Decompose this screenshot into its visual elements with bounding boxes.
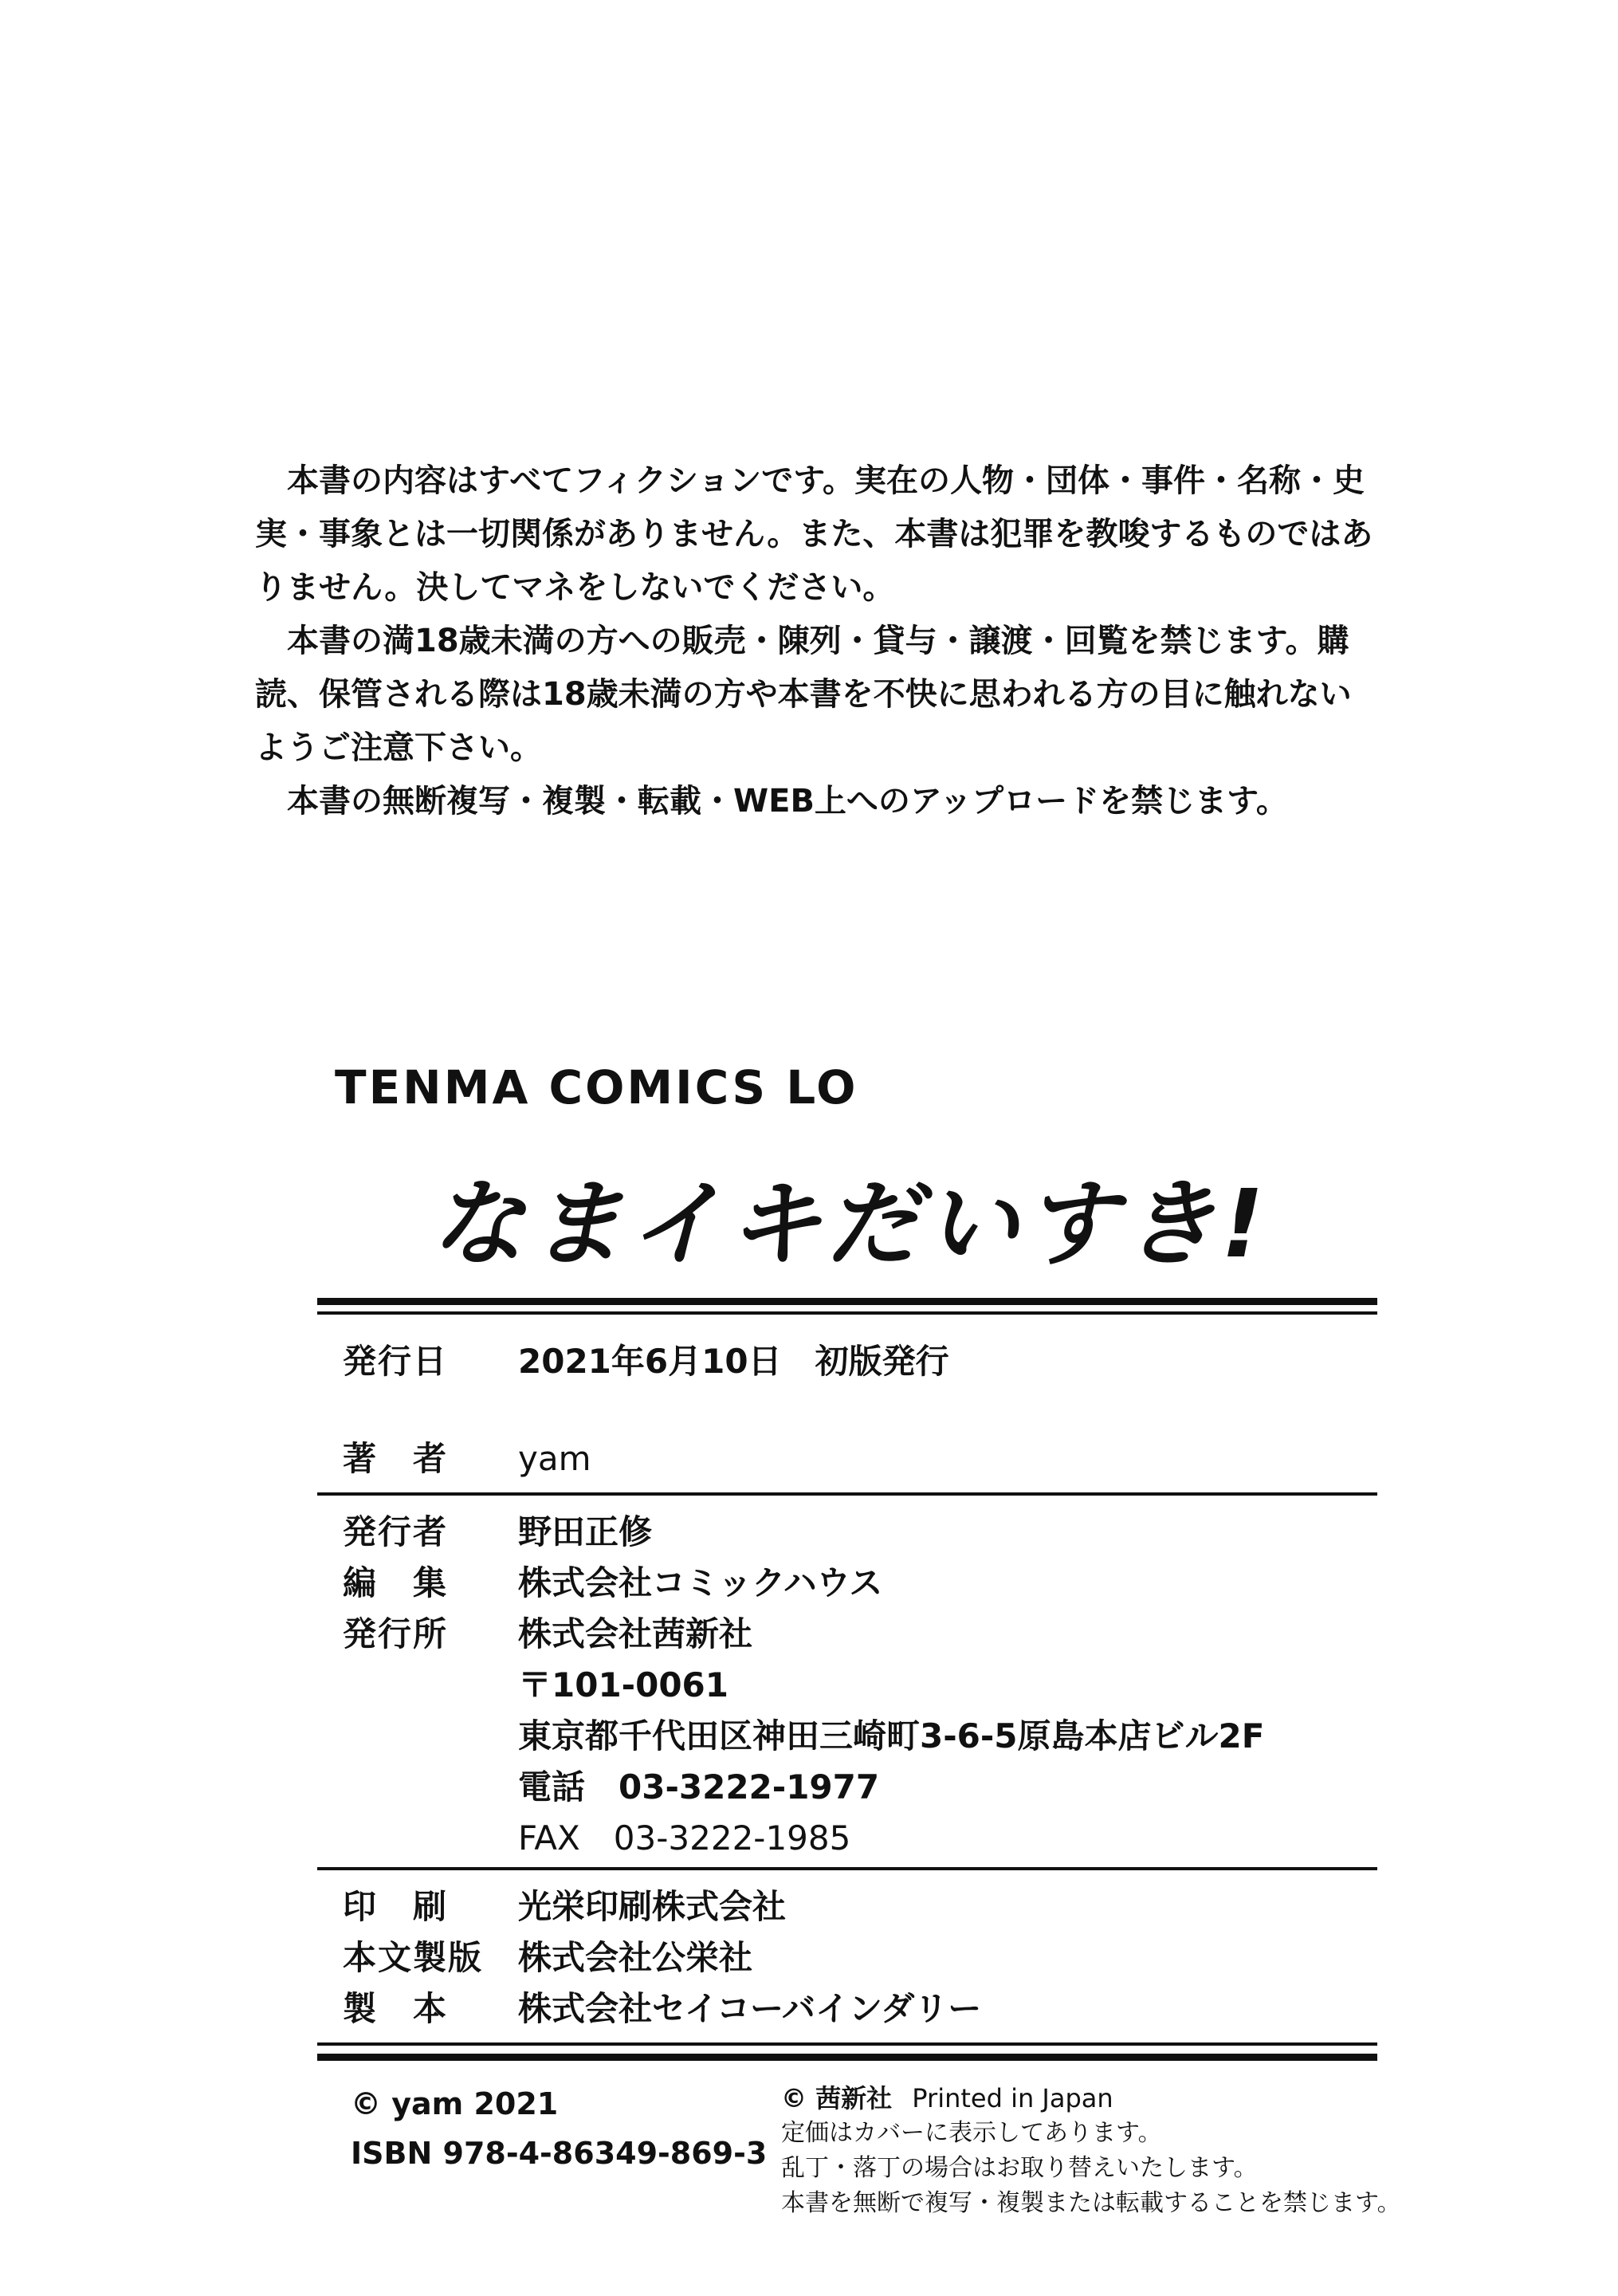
printed-in: Printed in Japan bbox=[912, 2083, 1113, 2113]
footer-note-1: 定価はカバーに表示してあります。 bbox=[781, 2119, 1162, 2147]
top-rule-2 bbox=[317, 1311, 1377, 1315]
bottom-rule-2 bbox=[317, 2054, 1377, 2061]
publisher-copyright-line bbox=[781, 2081, 1401, 2116]
fax: FAX 03-3222-1985 bbox=[518, 1818, 851, 1858]
copyright: © yam 2021 bbox=[351, 2086, 559, 2121]
footer-left bbox=[351, 2079, 767, 2178]
office-label: 発行所 bbox=[343, 1614, 449, 1653]
notice-paragraph-3: 本書の無断複写・複製・転載・WEB上へのアップロードを禁じます。 bbox=[287, 783, 1288, 820]
print-value: 光栄印刷株式会社 bbox=[518, 1887, 787, 1926]
plate-value: 株式会社公栄社 bbox=[518, 1938, 753, 1977]
plate-label: 本文製版 bbox=[343, 1938, 484, 1977]
postal-code: 〒101-0061 bbox=[518, 1665, 728, 1704]
office-value: 株式会社茜新社 bbox=[518, 1614, 753, 1653]
author-value: yam bbox=[518, 1439, 591, 1478]
plate-row bbox=[343, 1934, 752, 1982]
release-label: 発行日 bbox=[343, 1342, 449, 1381]
author-label: 著 者 bbox=[343, 1439, 449, 1478]
footer-note-2: 乱丁・落丁の場合はお取り替えいたします。 bbox=[781, 2154, 1258, 2182]
top-rule-1 bbox=[317, 1298, 1377, 1305]
release-row bbox=[343, 1338, 949, 1386]
publisher-person-label: 発行者 bbox=[343, 1512, 449, 1551]
phone: 電話 03-3222-1977 bbox=[518, 1767, 880, 1807]
book-title: なまイキだいすき! bbox=[430, 1169, 1269, 1279]
footer-right bbox=[781, 2081, 1401, 2221]
address: 東京都千代田区神田三崎町3-6-5原島本店ビル2F bbox=[518, 1716, 1265, 1755]
isbn: ISBN 978-4-86349-869-3 bbox=[351, 2136, 768, 2171]
print-label: 印 刷 bbox=[343, 1887, 449, 1926]
print-row bbox=[343, 1883, 786, 1931]
publisher-copyright: © 茜新社 bbox=[781, 2083, 893, 2113]
bottom-rule-1 bbox=[317, 2042, 1377, 2046]
release-value: 2021年6月10日 初版発行 bbox=[518, 1342, 949, 1381]
mid-rule-2 bbox=[317, 1867, 1377, 1870]
binding-value: 株式会社セイコーバインダリー bbox=[518, 1989, 982, 2028]
editor-value: 株式会社コミックハウス bbox=[518, 1563, 883, 1602]
author-row bbox=[343, 1435, 591, 1483]
footer-note-3: 本書を無断で複写・複製または転載することを禁じます。 bbox=[781, 2189, 1401, 2217]
notice-paragraph-2: 本書の満18歳未満の方への販売・陳列・貸与・譲渡・回覧を禁じます。購読、保管される際は18歳未満の方や本書を不快に思われる方の目に触れないようご注意下さい。 bbox=[255, 623, 1352, 766]
mid-rule-1 bbox=[317, 1492, 1377, 1496]
editor-row bbox=[343, 1559, 882, 1607]
series-name: TENMA COMICS LO bbox=[335, 1060, 858, 1115]
editor-label: 編 集 bbox=[343, 1563, 449, 1602]
legal-notice bbox=[255, 454, 1379, 828]
binding-label: 製 本 bbox=[343, 1989, 449, 2028]
publisher-person-row bbox=[343, 1508, 652, 1556]
binding-row bbox=[343, 1985, 981, 2033]
notice-paragraph-1: 本書の内容はすべてフィクションです。実在の人物・団体・事件・名称・史実・事象とは一切関係がありません。また、本書は犯罪を教唆するものではありません。決してマネをしないでください。 bbox=[255, 462, 1373, 606]
office-row bbox=[343, 1610, 752, 1658]
publisher-person-value: 野田正修 bbox=[518, 1512, 653, 1551]
